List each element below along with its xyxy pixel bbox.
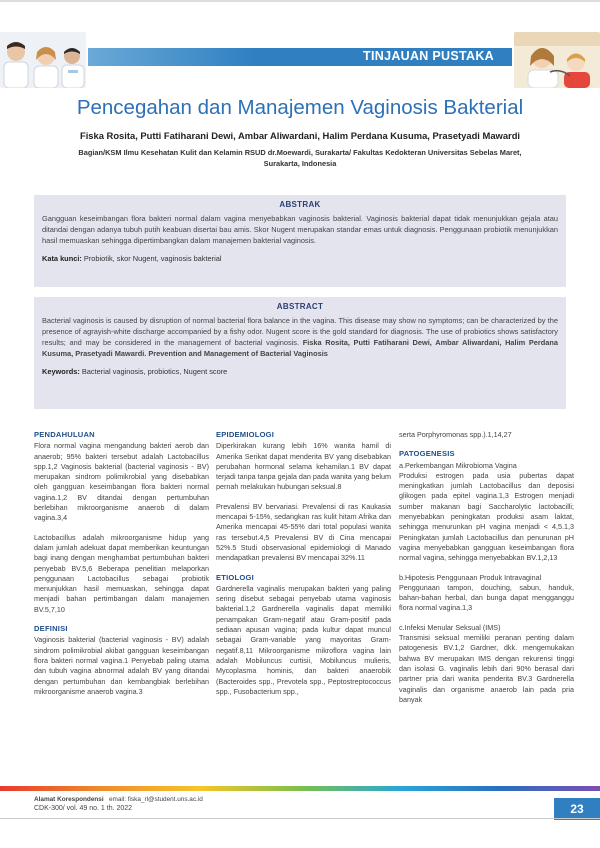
epidemiologi-paragraph-1: Diperkirakan kurang lebih 16% wanita hamil di Amerika Serikat dapat menderita BV yang disebabkan perubahan hormonal selama kehamilan.1 BV dapat terjadi tanpa tanpa gejala dan pada wanita yang belum pernah melakukan hubungan seksual.8 — [216, 441, 391, 492]
abstrak-box — [34, 195, 566, 287]
abstract-box — [34, 297, 566, 409]
section-label: TINJAUAN PUSTAKA — [363, 49, 494, 63]
abstract-keywords-label: Keywords: — [42, 367, 80, 376]
epidemiologi-paragraph-2: Prevalensi BV bervariasi. Prevalensi di ras Kaukasia mencapai 5-15%, sedangkan ras kulit hitam Afrika dan Amerika mencapai 45-55% dari total populasi wanita ras tersebut.4,5 Prevalensi BV di Cina mencapai 52%.5 Studi observasional epidemiologi di Manado mendapatkan prevalensi BV mencapai 32%.11 — [216, 501, 391, 563]
abstrak-keywords-text: Probiotik, skor Nugent, vaginosis bakterial — [81, 254, 222, 263]
article-affiliation — [60, 147, 540, 169]
heading-etiologi: ETIOLOGI — [216, 572, 254, 582]
page-number: 23 — [554, 798, 600, 820]
section-header-bar — [88, 48, 512, 66]
journal-citation: CDK-300/ vol. 49 no. 1 th. 2022 — [34, 805, 133, 812]
abstract-keywords — [34, 359, 566, 376]
abstrak-keywords — [34, 246, 566, 263]
etiologi-continuation: serta Porphyromonas spp.).1,14,27 — [399, 430, 512, 439]
pendahuluan-paragraph-1: Flora normal vagina mengandung bakteri aerob dan anaerob; 95% bakteri tersebut adalah Lactobacillus spp.1,2 Vaginosis bakterial (bacterial vaginosis - BV) merupakan sindrom polimikrobial yang disebabkan oleh gangguan keseimbangan flora bakteri normal vagina.1,2 BV ditandai dengan pertumbuhan berlebihan mikroorganisme anaerob di dalam vagina.3,4 — [34, 441, 209, 523]
heading-epidemiologi: EPIDEMIOLOGI — [216, 430, 275, 439]
intravaginal-paragraph: Penggunaan tampon, douching, sabun, handuk, bahan-bahan herbal, dan bunga dapat mengganggu flora normal vagina.1,3 — [399, 582, 574, 613]
abstract-body-text: Bacterial vaginosis is caused by disruption of normal bacterial flora balance in the vagina. This disease may show no symptoms; can be characterized by the presence of agrayish-white discharge accompanied by a fishy odor. Nugent score is the gold standard for diagnosis. The use of probiotics shows satisfactory results; and may be considered in the management of bacterial vaginosis. — [42, 316, 558, 347]
abstract-citation: Fiska Rosita, Putti Fatiharani Dewi, Ambar Aliwardani, Halim Perdana Kusuma, Prasetyadi Mawardi. Prevention and Management of Bacterial Vaginosis — [42, 338, 559, 358]
abstrak-keywords-label: Kata kunci: — [42, 254, 82, 263]
abstract-body — [34, 311, 566, 359]
heading-pendahuluan: PENDAHULUAN — [34, 430, 95, 439]
correspondence-label: Alamat Korespondensi — [34, 796, 104, 803]
top-border — [0, 0, 600, 2]
subheading-mikrobioma: a.Perkembangan Mikrobioma Vagina — [399, 460, 517, 470]
abstract-keywords-text: Bacterial vaginosis, probiotics, Nugent score — [79, 367, 228, 376]
definisi-paragraph: Vaginosis bakterial (bacterial vaginosis - BV) adalah sindrom polimikrobial akibat gangguan keseimbangan flora bakteri normal vagina.1 Penyebab paling utama dan tubuh vagina abnormal adalah BV yang ditandai dengan pertumbuhan dan kembangbiak berlebihan mikroorganisme anaerob vagina.3 — [34, 635, 209, 696]
abstrak-body: Gangguan keseimbangan flora bakteri normal dalam vagina menyebabkan vaginosis bakterial. Vaginosis bakterial dapat tidak menunjukkan gejala atau ditandai dengan adanya tubuh putih keabuan disertai bau amis. Skor Nugent merupakan standar emas untuk diagnosis. Penggunaan probiotik menunjukkan hasil memuaskan sehingga dipertimbangkan dalam manajemen bakterial vaginosis. — [42, 214, 558, 245]
subheading-ims: c.Infeksi Menular Seksual (IMS) — [399, 622, 501, 632]
affiliation-line-2: Surakarta, Indonesia — [263, 159, 337, 168]
correspondence-email: email: fiska_rl@student.uns.ac.id — [108, 796, 203, 803]
subheading-intravaginal: b.Hipotesis Penggunaan Produk Intravaginal — [399, 572, 542, 582]
body-column-3 — [399, 430, 574, 714]
abstract-heading: ABSTRACT — [276, 302, 324, 311]
affiliation-line-1: Bagian/KSM Ilmu Kesehatan Kulit dan Kelamin RSUD dr.Moewardi, Surakarta/ Fakultas Kedokteran Universitas Sebelas Maret, — [78, 148, 522, 157]
pendahuluan-paragraph-2: Lactobacillus adalah mikroorganisme hidup yang dalam jumlah adekuat dapat memberikan keuntungan bagi inang dengan menghambat pertumbuhan bakteri penyebab BV.5,6 Beberapa penelitian melaporkan penggunaan Lactobacillus sebagai probiotik menunjukkan hasil memuaskan, sehingga dapat menjadi bahan pertimbangan dalam manajemen BV.5,7,10 — [34, 532, 209, 614]
article-authors: Fiska Rosita, Putti Fatiharani Dewi, Ambar Aliwardani, Halim Perdana Kusuma, Prasetyadi Mawardi — [79, 130, 521, 141]
ims-paragraph: Transmisi seksual memiliki peranan penting dalam patogenesis BV.1,2 Gardner, dkk. mengemukakan bahwa BV merupakan IMS dengan rekurensi tinggi dan isolasi G. vaginalis lebih dari 90% berasal dari partner pria dari wanita penderita BV.3 Gardnerella vaginalis dan organisme anaerob lain pada pria banyak — [399, 633, 574, 704]
doctors-photo — [0, 32, 86, 88]
body-column-2 — [216, 430, 391, 706]
heading-definisi: DEFINISI — [34, 624, 68, 634]
body-column-1 — [34, 430, 209, 706]
footer-divider — [0, 818, 600, 819]
mikrobioma-paragraph: Produksi estrogen pada usia pubertas dapat meningkatkan jumlah Lactobacillus dan deposisi glikogen pada epitel vagina.1,3 Estrogen menjadi sumber makanan bagi Saccharolytic lactobacilli; menyebabkan peningkatan produksi asam laktat, sehingga menurunkan pH vagina menjadi < 4,5.1,3 Peningkatan jumlah Lactobacillus dan penurunan pH vagina menyebabkan gangguan keseimbangan flora normal vagina, sehingga menyebabkan BV.1,2,13 — [399, 470, 574, 563]
heading-patogenesis: PATOGENESIS — [399, 449, 455, 459]
etiologi-paragraph: Gardnerella vaginalis merupakan bakteri yang paling sering disebut sebagai penyebab utama vaginosis bakterial.1,2 Gardnerella vaginalis dapat memiliki penampakan Gram-negatif atau Gram-positif pada sediaan apusan vagina; pada kultur dapat muncul sebagai Gram-variable yang mayoritas Gram-negatif.8,11 Mikroorganisme mikroflora vagina lain adalah Mobiluncus curtisii, Mobiluncus mulieris, Mycoplasma hominis, dan bakteri anaerobik (Bacteroides spp., Prevotela spp., Peptostreptococcus spp., Fusobacterium spp., — [216, 583, 391, 696]
abstrak-heading: ABSTRAK — [279, 200, 321, 209]
doctor-child-photo — [514, 32, 600, 88]
color-stripe — [0, 786, 600, 791]
article-title: Pencegahan dan Manajemen Vaginosis Bakterial — [76, 96, 524, 119]
correspondence-note — [34, 796, 203, 803]
